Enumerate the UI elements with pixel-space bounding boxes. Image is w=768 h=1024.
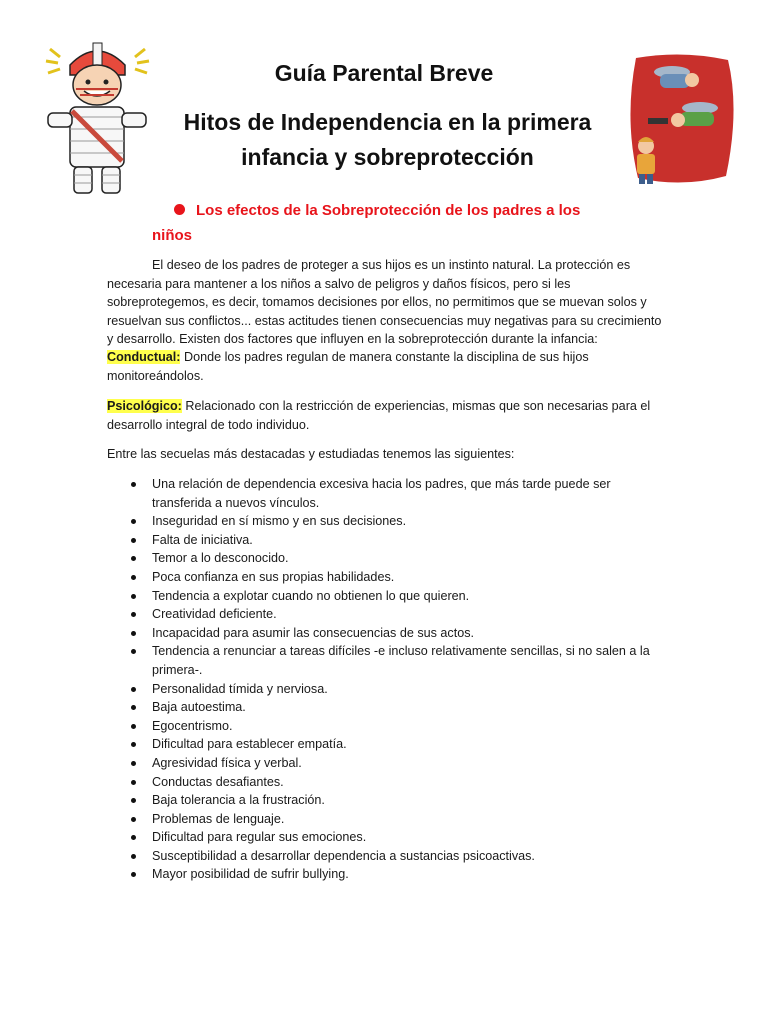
list-item: Agresividad física y verbal. (152, 754, 672, 773)
list-item: Una relación de dependencia excesiva hacia los padres, que más tarde puede ser transferida a nuevos vínculos. (152, 475, 672, 512)
effects-list (152, 475, 672, 884)
list-item: Temor a lo desconocido. (152, 549, 672, 568)
intro-paragraph: El deseo de los padres de proteger a sus hijos es un instinto natural. La protección es necesaria para mantener a los niños a salvo de peligros y daños físicos, pero si les sobreprotegemos, es decir, tomamos decisiones por ellos, no permitimos que se muevan solos y resuelvan sus conflictos... estas actitudes tienen consecuencias muy negativas para su crecimiento y desarrollo. Existen dos factores que influyen en la sobreprotección durante la infancia: (107, 258, 662, 346)
list-intro: Entre las secuelas más destacadas y estudiadas tenemos las siguientes: (107, 447, 515, 461)
list-item: Problemas de lenguaje. (152, 810, 672, 829)
factor-psicologico-label: Psicológico: (107, 399, 182, 413)
document-subtitle: Hitos de Independencia en la primera infancia y sobreprotección (183, 109, 592, 170)
list-item: Dificultad para establecer empatía. (152, 735, 672, 754)
list-item: Creatividad deficiente. (152, 605, 672, 624)
section-heading-text: Los efectos de la Sobreprotección de los padres a los niños (152, 202, 581, 244)
document-title: Guía Parental Breve (274, 60, 494, 86)
list-item: Personalidad tímida y nerviosa. (152, 680, 672, 699)
bullet-dot-icon (174, 204, 185, 215)
factor-psicologico (107, 397, 667, 434)
list-item: Inseguridad en sí mismo y en sus decisiones. (152, 512, 672, 531)
list-item: Susceptibilidad a desarrollar dependencia a sustancias psicoactivas. (152, 847, 672, 866)
factor-psicologico-text: Relacionado con la restricción de experiencias, mismas que son necesarias para el desarrollo integral de todo individuo. (107, 399, 651, 432)
list-item: Dificultad para regular sus emociones. (152, 828, 672, 847)
list-item: Mayor posibilidad de sufrir bullying. (152, 865, 672, 884)
list-item: Baja tolerancia a la frustración. (152, 791, 672, 810)
factor-conductual-text: Donde los padres regulan de manera constante la disciplina de sus hijos monitoreándolos. (107, 350, 589, 383)
list-item: Conductas desafiantes. (152, 773, 672, 792)
list-item: Baja autoestima. (152, 698, 672, 717)
factor-conductual (107, 348, 667, 385)
list-item: Falta de iniciativa. (152, 531, 672, 550)
factor-conductual-label: Conductual: (107, 350, 181, 364)
list-item: Tendencia a renunciar a tareas difíciles -e incluso relativamente sencillas, si no salen a la primera-. (152, 642, 672, 679)
section-heading (152, 198, 612, 248)
list-item: Tendencia a explotar cuando no obtienen lo que quieren. (152, 587, 672, 606)
list-item: Incapacidad para asumir las consecuencias de sus actos. (152, 624, 672, 643)
list-item: Egocentrismo. (152, 717, 672, 736)
list-item: Poca confianza en sus propias habilidades. (152, 568, 672, 587)
